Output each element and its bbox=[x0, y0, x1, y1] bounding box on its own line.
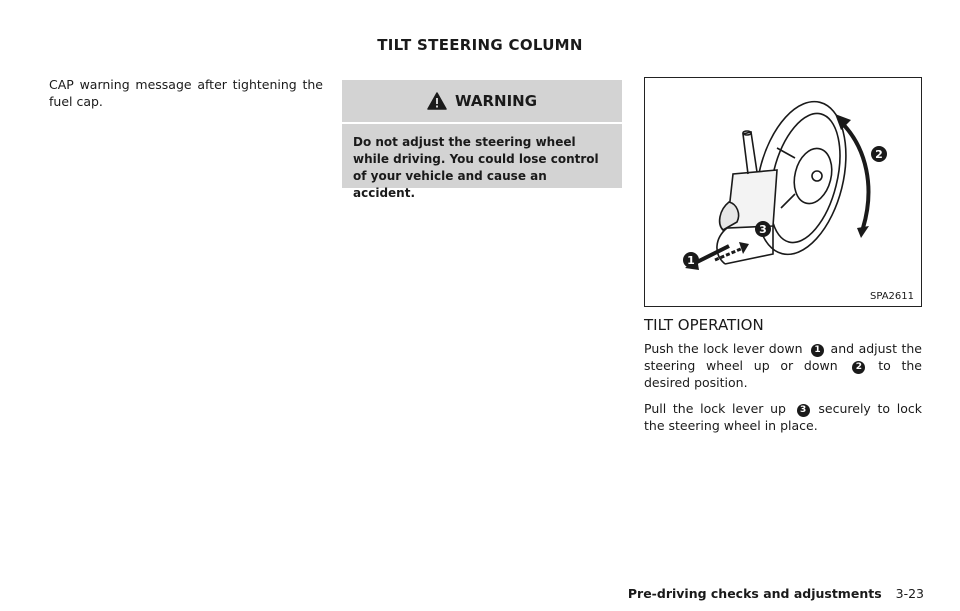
warning-title: WARNING bbox=[454, 92, 538, 110]
step-3-badge: 3 bbox=[797, 404, 810, 417]
page-number: 3-23 bbox=[895, 586, 924, 601]
text-run: to the desired position. bbox=[644, 358, 923, 390]
text-run: Pull the lock lever up bbox=[644, 401, 786, 416]
steering-figure bbox=[644, 77, 922, 307]
text-run: and adjust the steering wheel up or down bbox=[644, 341, 922, 373]
step-1-badge: 1 bbox=[811, 344, 824, 357]
callout-2-label: 2 bbox=[875, 148, 883, 161]
tilt-paragraph-1 bbox=[644, 340, 922, 391]
warning-triangle-icon bbox=[427, 92, 447, 110]
text-run: securely to lock the steering wheel in place. bbox=[644, 401, 922, 433]
text-run: Push the lock lever down bbox=[644, 341, 803, 356]
warning-header bbox=[342, 80, 622, 122]
section-title: TILT STEERING COLUMN bbox=[377, 36, 583, 54]
steering-hub bbox=[789, 144, 837, 207]
tilt-paragraph-2 bbox=[644, 400, 922, 434]
callout-3-label: 3 bbox=[759, 223, 767, 236]
warning-box bbox=[342, 80, 622, 200]
callout-1-label: 1 bbox=[687, 254, 695, 267]
tilt-operation-text bbox=[644, 340, 922, 443]
page-footer bbox=[628, 586, 924, 601]
steering-wheel-illustration bbox=[645, 78, 920, 305]
subsection-title: TILT OPERATION bbox=[644, 316, 764, 334]
figure-code: SPA2611 bbox=[869, 291, 914, 302]
continued-text: CAP warning message after tightening the fuel cap. bbox=[49, 77, 323, 109]
chapter-name: Pre-driving checks and adjustments bbox=[627, 586, 882, 601]
warning-body: Do not adjust the steering wheel while driving. You could lose control of your vehicle and cause an accident. bbox=[353, 135, 599, 200]
step-2-badge: 2 bbox=[852, 361, 865, 374]
